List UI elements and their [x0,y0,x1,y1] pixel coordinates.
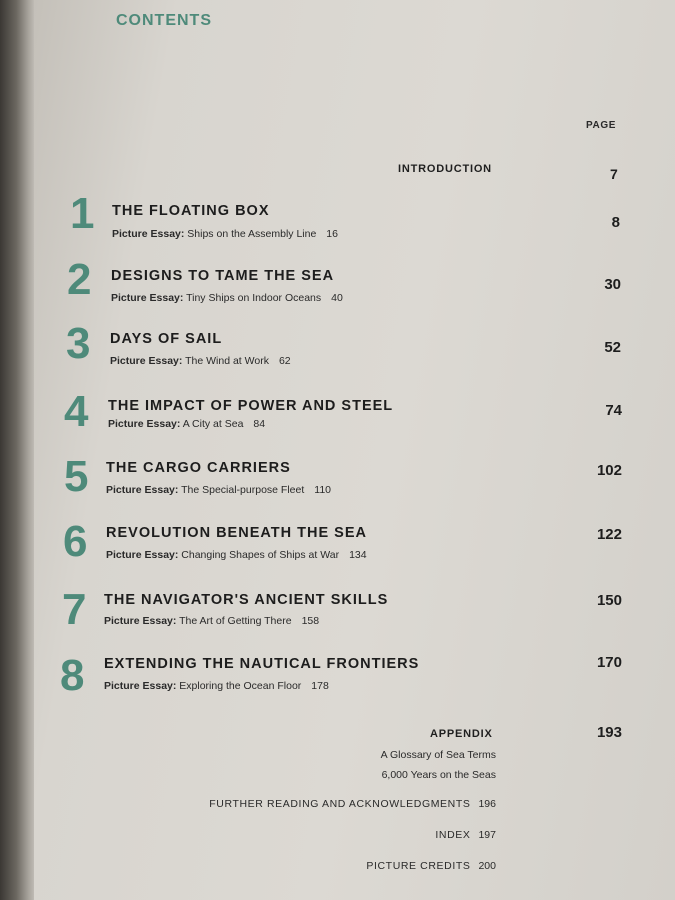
appendix-item: A Glossary of Sea Terms [380,749,496,761]
chapter-page: 122 [596,526,622,543]
back-matter-page: 197 [478,829,496,841]
chapter-page: 8 [611,214,620,231]
chapter-number: 2 [67,255,92,304]
chapter-number: 6 [63,517,88,566]
picture-essay-page: 158 [301,615,320,627]
picture-essay-line [106,549,367,561]
picture-essay-prefix: Picture Essay: [111,292,184,304]
picture-essay-title: The Special-purpose Fleet [181,484,305,496]
picture-essay-page: 40 [331,292,343,304]
picture-essay-prefix: Picture Essay: [104,680,177,692]
picture-essay-line [104,680,329,692]
appendix-page: 193 [596,724,622,741]
chapter-page: 30 [604,276,621,293]
picture-essay-line [104,615,319,627]
picture-essay-line [108,418,265,430]
chapter-title: THE IMPACT OF POWER AND STEEL [108,398,394,414]
page-column-heading: PAGE [586,120,616,131]
picture-essay-prefix: Picture Essay: [106,549,179,561]
back-matter-page: 196 [478,798,496,810]
back-matter-label: PICTURE CREDITS [366,860,471,872]
book-binding-shadow [0,0,36,900]
picture-essay-title: A City at Sea [182,418,244,430]
chapter-title: DAYS OF SAIL [110,331,223,347]
chapter-title: THE CARGO CARRIERS [106,460,291,476]
picture-essay-title: Tiny Ships on Indoor Oceans [186,292,322,304]
chapter-page: 74 [605,402,622,419]
picture-essay-prefix: Picture Essay: [106,484,179,496]
picture-essay-page: 178 [311,680,329,692]
chapter-page: 170 [596,654,622,671]
picture-essay-page: 110 [314,484,332,496]
picture-essay-prefix: Picture Essay: [112,228,185,240]
introduction-label: INTRODUCTION [398,163,492,175]
chapter-number: 8 [60,651,85,700]
chapter-title: REVOLUTION BENEATH THE SEA [106,525,367,541]
chapter-page: 52 [604,339,621,356]
chapter-number: 3 [66,319,91,368]
chapter-number: 5 [64,452,89,501]
contents-page [34,0,675,900]
back-matter-label: FURTHER READING AND ACKNOWLEDGMENTS [209,798,471,810]
picture-essay-line [111,292,343,304]
picture-essay-title: The Wind at Work [185,355,269,367]
introduction-page: 7 [610,166,618,182]
back-matter-entry-picture-credits [96,860,496,872]
chapter-page: 150 [596,592,622,609]
picture-essay-page: 62 [278,355,291,367]
picture-essay-line [112,228,338,240]
chapter-title: EXTENDING THE NAUTICAL FRONTIERS [104,656,420,672]
chapter-page: 102 [596,462,622,479]
picture-essay-title: The Art of Getting There [179,615,292,627]
picture-essay-line [106,484,331,496]
picture-essay-prefix: Picture Essay: [110,355,183,367]
back-matter-entry-index [96,829,496,841]
picture-essay-title: Ships on the Assembly Line [187,228,317,240]
back-matter-entry-further-reading [96,798,496,810]
back-matter-page: 200 [478,860,496,872]
picture-essay-page: 134 [349,549,367,561]
picture-essay-line [110,355,291,367]
picture-essay-page: 84 [253,418,266,430]
chapter-number: 1 [70,189,95,238]
picture-essay-prefix: Picture Essay: [108,418,181,430]
picture-essay-page: 16 [326,228,338,240]
picture-essay-prefix: Picture Essay: [104,615,177,627]
page-title: CONTENTS [116,12,212,29]
back-matter-label: INDEX [435,829,471,841]
chapter-title: DESIGNS TO TAME THE SEA [111,268,335,284]
chapter-title: THE FLOATING BOX [112,203,270,219]
chapter-number: 4 [64,387,89,436]
picture-essay-title: Exploring the Ocean Floor [179,680,302,692]
picture-essay-title: Changing Shapes of Ships at War [181,549,340,561]
chapter-number: 7 [62,585,87,634]
appendix-label: APPENDIX [430,728,493,740]
chapter-title: THE NAVIGATOR'S ANCIENT SKILLS [104,592,389,608]
appendix-item: 6,000 Years on the Seas [381,769,496,781]
